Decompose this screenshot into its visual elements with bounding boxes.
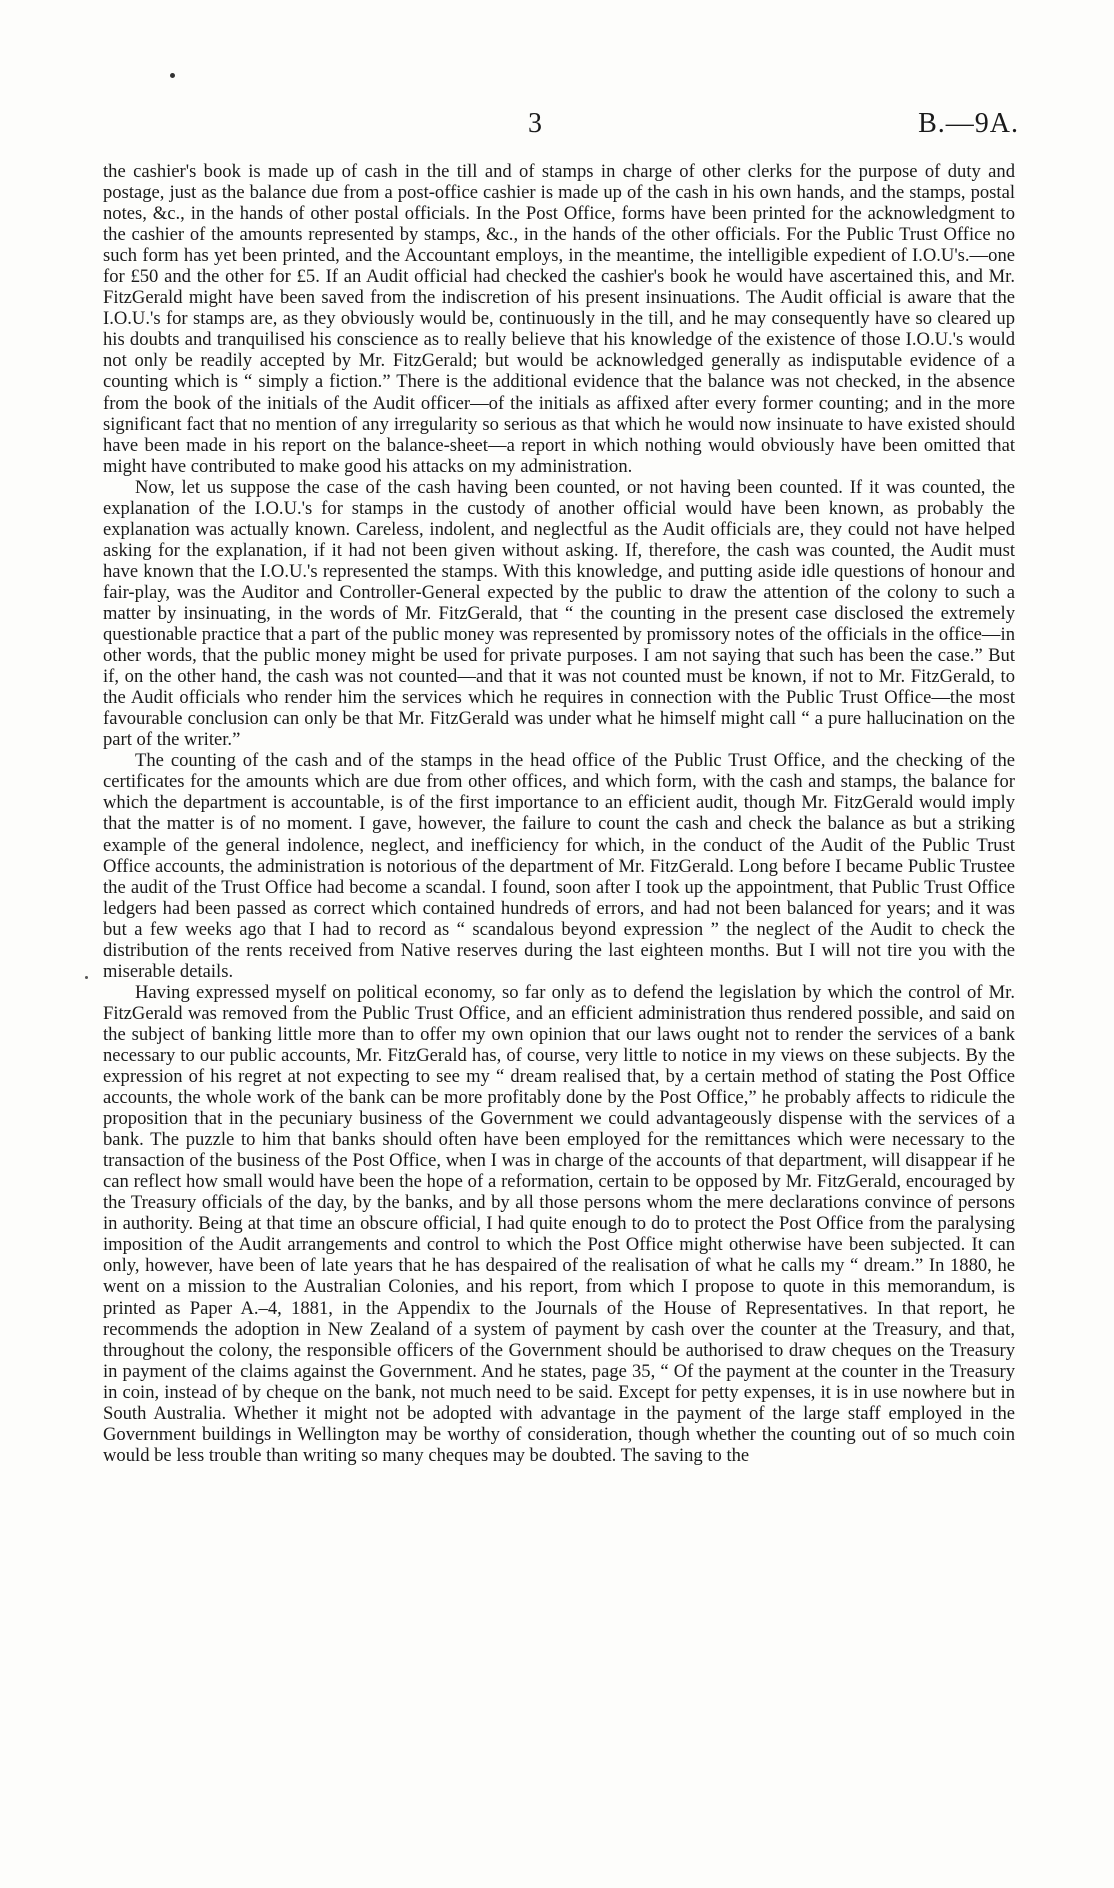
paragraph: The counting of the cash and of the stamps in the head office of the Public Trust Office, and the checking of the certificates for the amounts which are due from other offices, and which form, with the cash and stamps, the balance for which the department is accountable, is of the first importance to an efficient audit, though Mr. FitzGerald would imply that the matter is of no moment. I gave, however, the failure to count the cash and check the balance as but a striking example of the general indolence, neglect, and inefficiency for which, in the conduct of the Audit of the Public Trust Office accounts, the administration is notorious of the department of Mr. FitzGerald. Long before I became Public Trustee the audit of the Trust Office had become a scandal. I found, soon after I took up the appointment, that Public Trust Office ledgers had been passed as correct which contained hundreds of errors, and had not been balanced for years; and it was but a few weeks ago that I had to record as “ scandalous beyond expression ” the neglect of the Audit to check the distribution of the rents received from Native reserves during the last eighteen months. But I will not tire you with the miserable details. <box>103 750 1015 982</box>
print-speck <box>85 976 88 979</box>
paragraph: the cashier's book is made up of cash in the till and of stamps in charge of other clerks for the purpose of duty and postage, just as the balance due from a post-office cashier is made up of the cash in his own hands, and the stamps, postal notes, &c., in the hands of other postal officials. In the Post Office, forms have been printed for the acknowledgment to the cashier of the amounts represented by stamps, &c., in the hands of the other officials. For the Public Trust Office no such form has yet been printed, and the Accountant employs, in the meantime, the intelligible expedient of I.O.U's.—one for £50 and the other for £5. If an Audit official had checked the cashier's book he would have ascertained this, and Mr. FitzGerald might have been saved from the indiscretion of his present insinuations. The Audit official is aware that the I.O.U.'s for stamps are, as they obviously would be, continuously in the till, and he may consequently have so cleared up his doubts and tranquilised his conscience as to really believe that his knowledge of the existence of those I.O.U.'s would not only be readily accepted by Mr. FitzGerald; but would be acknowledged generally as indisputable evidence of a counting which is “ simply a fiction.” There is the additional evidence that the balance was not checked, in the absence from the book of the initials of the Audit officer—of the initials as affixed after every former counting; and in the more significant fact that no mention of any irregularity so serious as that which he would now insinuate to have existed should have been made in his report on the balance-sheet—a report in which nothing would obviously have been omitted that might have contributed to make good his attacks on my administration. <box>103 161 1015 477</box>
print-speck <box>170 73 175 78</box>
paragraph: Having expressed myself on political economy, so far only as to defend the legislation by which the control of Mr. FitzGerald was removed from the Public Trust Office, and an efficient administration thus rendered possible, and said on the subject of banking little more than to offer my own opinion that our laws ought not to render the services of a bank necessary to our public accounts, Mr. FitzGerald has, of course, very little to notice in my views on these subjects. By the expression of his regret at not expecting to see my “ dream realised that, by a certain method of stating the Post Office accounts, the whole work of the bank can be more profitably done by the Post Office,” he probably affects to ridicule the proposition that in the pecuniary business of the Government we could advantageously dispense with the services of a bank. The puzzle to him that banks should often have been employed for the remittances which were necessary to the transaction of the business of the Post Office, when I was in charge of the accounts of that department, will disappear if he can reflect how small would have been the hope of a reformation, certain to be opposed by Mr. FitzGerald, encouraged by the Treasury officials of the day, by the banks, and by all those persons whom the mere declarations convince of persons in authority. Being at that time an obscure official, I had quite enough to do to protect the Post Office from the paralysing imposition of the Audit arrangements and control to which the Post Office might otherwise have been subjected. It can only, however, have been of late years that he has despaired of the realisation of what he calls my “ dream.” In 1880, he went on a mission to the Australian Colonies, and his report, from which I propose to quote in this memorandum, is printed as Paper A.–4, 1881, in the Appendix to the Journals of the House of Representatives. In that report, he recommends the adoption in New Zealand of a system of payment by cash over the counter at the Treasury, and that, throughout the colony, the responsible officers of the Government should be authorised to draw cheques on the Treasury in payment of the claims against the Government. And he states, page 35, “ Of the payment at the counter in the Treasury in coin, instead of by cheque on the bank, not much need to be said. Except for petty expenses, it is in use nowhere but in South Australia. Whether it might not be adopted with advantage in the payment of the large staff employed in the Government buildings in Wellington may be worthy of consideration, though whether the counting out of so much coin would be less trouble than writing so many cheques may be doubted. The saving to the <box>103 981 1015 1466</box>
document-reference: B.—9A. <box>918 108 1019 139</box>
page-header <box>0 108 1114 148</box>
paragraph: Now, let us suppose the case of the cash having been counted, or not having been counted. If it was counted, the explanation of the I.O.U.'s for stamps in the custody of another official would have been known, as probably the explanation was actually known. Careless, indolent, and neglectful as the Audit officials are, they could not have helped asking for the explanation, if it had not been given without asking. If, therefore, the cash was counted, the Audit must have known that the I.O.U.'s represented the stamps. With this knowledge, and putting aside idle questions of honour and fair-play, was the Auditor and Controller-General expected by the public to draw the attention of the colony to such a matter by insinuating, in the words of Mr. FitzGerald, that “ the counting in the present case disclosed the extremely questionable practice that a part of the public money was represented by promissory notes of the officials in the office—in other words, that the public money might be used for private purposes. I am not saying that such has been the case.” But if, on the other hand, the cash was not counted—and that it was not counted must be known, if not to Mr. FitzGerald, to the Audit officials who render him the services which he requires in connection with the Public Trust Office—the most favourable conclusion can only be that Mr. FitzGerald was under what he himself might call “ a pure hallucination on the part of the writer.” <box>103 476 1015 751</box>
body-text <box>103 161 1015 1466</box>
page-number: 3 <box>528 108 542 139</box>
